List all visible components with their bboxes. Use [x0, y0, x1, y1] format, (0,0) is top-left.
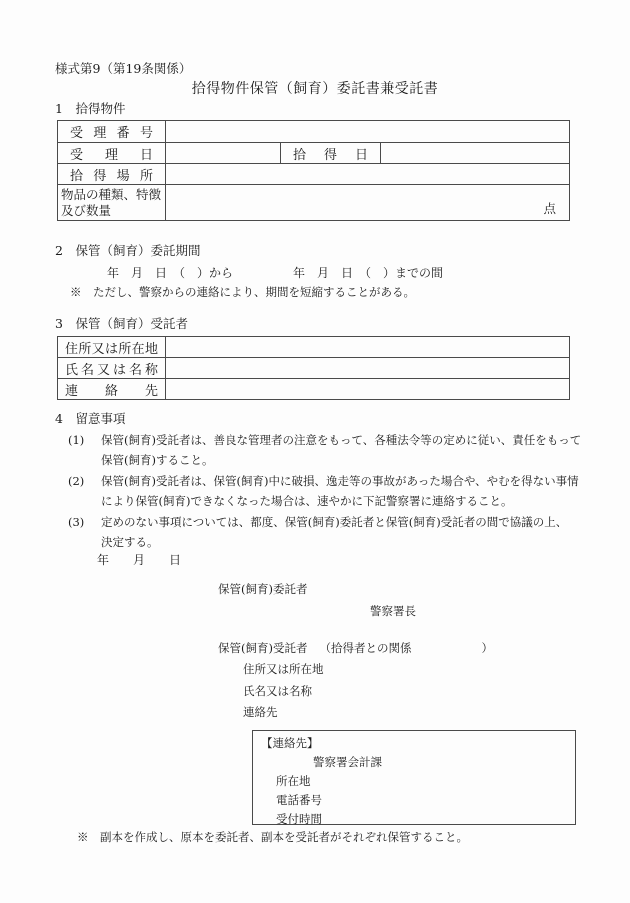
item-description-label-line2: 及び数量 [61, 202, 112, 218]
note-item-2-number: (2) [68, 473, 85, 488]
receipt-date-label: 受理日 [58, 143, 166, 164]
period-to-text: 年 月 日 （ ）までの間 [293, 266, 444, 280]
receipt-number-label: 受理番号 [58, 121, 166, 143]
note-item-1-continuation: 保管(飼育)すること。 [101, 453, 214, 468]
note-item-3-text: 定めのない事項については、都度、保管(飼育)委託者と保管(飼育)受託者の間で協議の上、 [101, 514, 568, 529]
receipt-number-field[interactable] [166, 121, 570, 143]
accounting-section-label: 警察署会計課 [313, 755, 382, 769]
consignee-address-label: 住所又は所在地 [243, 662, 324, 676]
custodian-name-label: 氏名又は名称 [58, 358, 166, 379]
commission-period-line [107, 264, 443, 281]
note-item-2-text: 保管(飼育)受託者は、保管(飼育)中に破損、逸走等の事故があった場合や、やむを得ない事情 [101, 473, 579, 488]
found-place-label: 拾得場所 [58, 164, 166, 185]
custodian-address-field[interactable] [166, 337, 570, 358]
found-date-label: 拾得日 [281, 143, 381, 164]
section3-heading: 3 保管（飼育）受託者 [55, 316, 188, 331]
consignee-label: 保管(飼育)受託者 [218, 641, 308, 655]
notes-list [68, 430, 581, 552]
note-item-1-number: (1) [68, 433, 85, 447]
consignee-name-label: 氏名又は名称 [243, 683, 312, 698]
section2-note: ※ ただし、警察からの連絡により、期間を短縮することがある。 [70, 285, 415, 299]
contact-box-heading: 【連絡先】 [261, 736, 319, 750]
found-date-field[interactable] [381, 143, 570, 164]
item-description-field[interactable] [166, 185, 570, 221]
note-item-3-continuation: 決定する。 [101, 535, 159, 550]
police-chief-label: 警察署長 [370, 604, 416, 618]
section2-heading: 2 保管（飼育）委託期間 [55, 243, 201, 258]
phone-label: 電話番号 [276, 793, 322, 807]
relation-prefix: （拾得者との関係 [319, 641, 412, 655]
consignee-line [218, 640, 493, 656]
consignee-contact-label: 連絡先 [243, 705, 278, 719]
receipt-date-field[interactable] [166, 143, 281, 164]
section4-heading: 4 留意事項 [55, 411, 126, 426]
found-property-table [57, 120, 570, 221]
note-item-1 [68, 430, 581, 471]
custodian-contact-field[interactable] [166, 379, 570, 400]
note-item-2 [68, 471, 581, 512]
item-description-label [58, 185, 166, 221]
signature-date-line: 年 月 日 [97, 553, 182, 567]
form-number: 様式第9（第19条関係） [55, 61, 192, 76]
custodian-name-field[interactable] [166, 358, 570, 379]
relation-suffix: ） [481, 641, 493, 655]
item-count-unit-label: 点 [543, 201, 557, 216]
note-item-3-number: (3) [68, 514, 85, 529]
location-label: 所在地 [276, 774, 311, 788]
consignee-fields [243, 659, 324, 724]
footer-note: ※ 副本を作成し、原本を委託者、副本を受託者がそれぞれ保管すること。 [77, 830, 468, 844]
custodian-address-label: 住所又は所在地 [58, 337, 166, 358]
section1-heading: 1 拾得物件 [55, 101, 126, 116]
found-place-field[interactable] [166, 164, 570, 185]
document-title: 拾得物件保管（飼育）委託書兼受託書 [191, 81, 439, 97]
note-item-1-text: 保管(飼育)受託者は、善良な管理者の注意をもって、各種法令等の定めに従い、責任をもって [101, 433, 582, 447]
contact-box [252, 730, 576, 825]
custodian-contact-label: 連絡先 [58, 379, 166, 400]
item-description-label-line1: 物品の種類、特徴 [61, 187, 162, 202]
period-from-text: 年 月 日 （ ）から [107, 266, 234, 280]
hours-label: 受付時間 [276, 812, 322, 826]
note-item-3 [68, 512, 581, 553]
custodian-table [57, 336, 570, 400]
consignor-label: 保管(飼育)委託者 [218, 582, 308, 596]
note-item-2-continuation: により保管(飼育)できなくなった場合は、速やかに下記警察署に連絡すること。 [101, 494, 513, 509]
